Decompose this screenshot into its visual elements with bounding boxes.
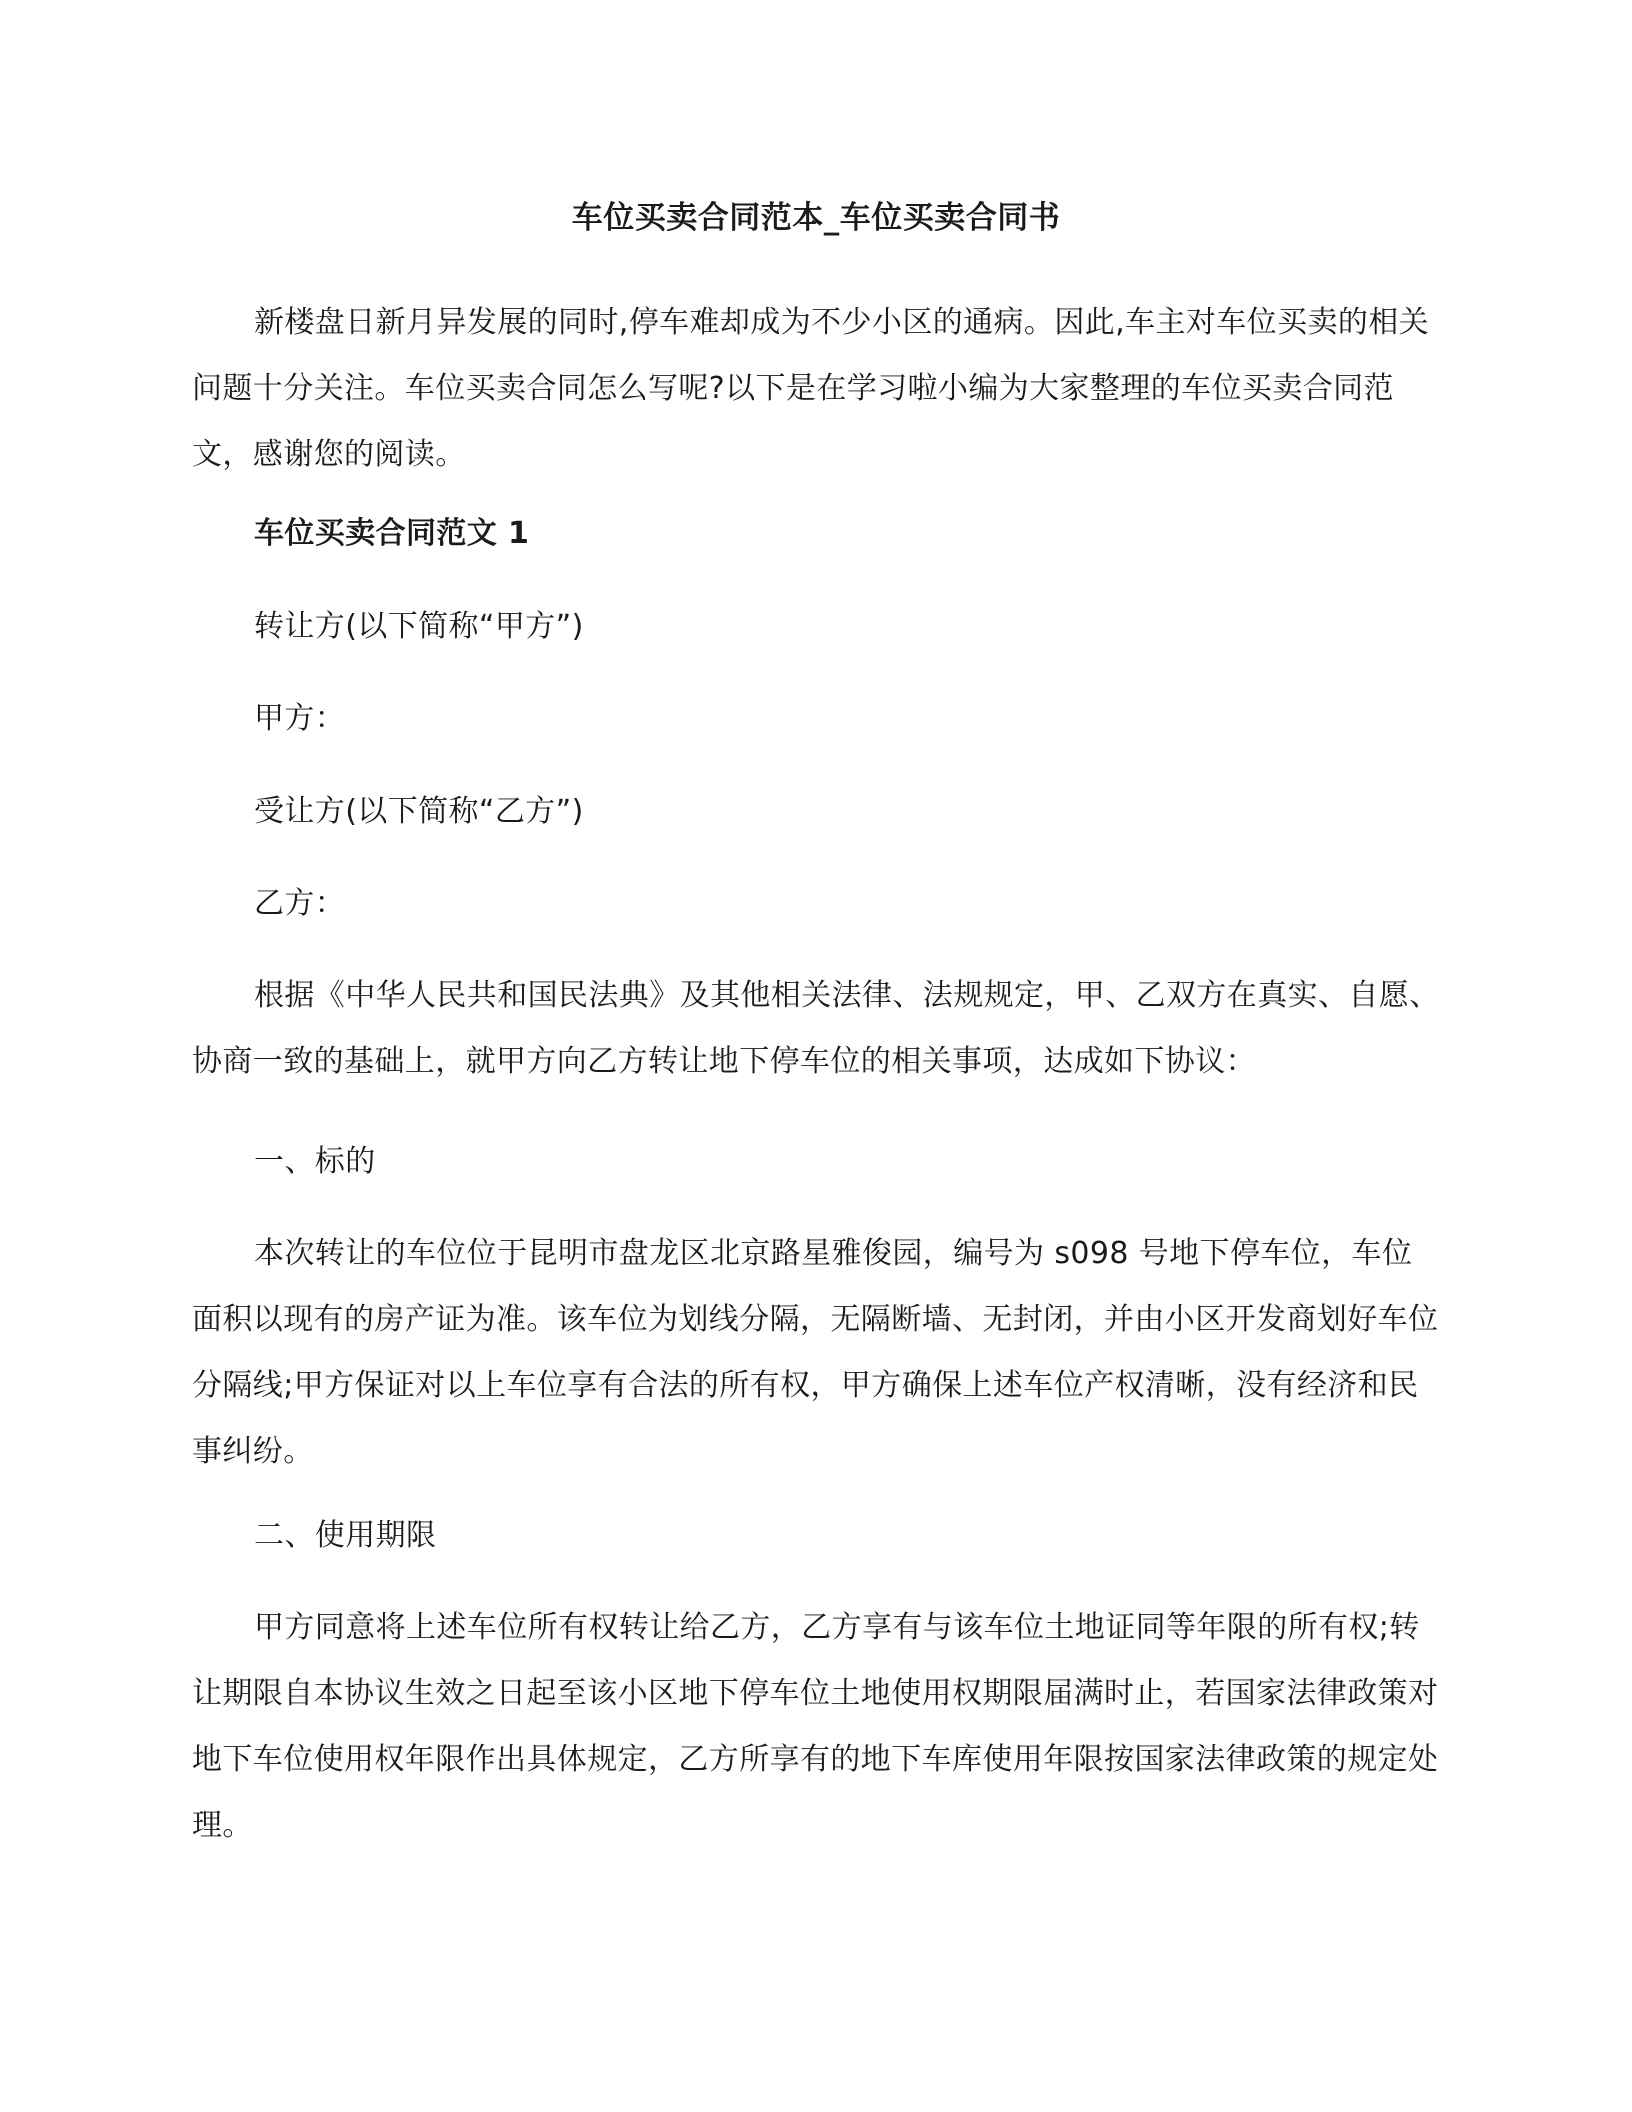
preamble-paragraph: 根据《中华人民共和国民法典》及其他相关法律、法规规定，甲、乙双方在真实、自愿、协商一致的基础上，就甲方向乙方转让地下停车位的相关事项，达成如下协议： — [192, 978, 1440, 1079]
section-1-body: 本次转让的车位位于昆明市盘龙区北京路星雅俊园，编号为 s098 号地下停车位，车位面积以现有的房产证为准。该车位为划线分隔，无隔断墙、无封闭，并由小区开发商划好车位分隔线;甲方保证对以上车位享有合法的所有权，甲方确保上述车位产权清晰，没有经济和民事纠纷。 — [192, 1236, 1439, 1469]
section-2-heading: 二、使用期限 — [254, 1518, 437, 1553]
transferor-label: 转让方(以下简称“甲方”) — [254, 609, 584, 644]
intro-paragraph: 新楼盘日新月异发展的同时,停车难却成为不少小区的通病。因此,车主对车位买卖的相关问题十分关注。车位买卖合同怎么写呢?以下是在学习啦小编为大家整理的车位买卖合同范文，感谢您的阅读。 — [192, 305, 1430, 472]
section-1-heading: 一、标的 — [254, 1144, 376, 1179]
party-a-label: 甲方： — [254, 701, 346, 736]
transferee-label: 受让方(以下简称“乙方”) — [254, 794, 584, 829]
party-b-label: 乙方： — [254, 886, 346, 921]
sample-heading: 车位买卖合同范文 1 — [254, 516, 530, 551]
section-2-body: 甲方同意将上述车位所有权转让给乙方，乙方享有与该车位土地证同等年限的所有权;转让期限自本协议生效之日起至该小区地下停车位土地使用权期限届满时止，若国家法律政策对地下车位使用权年限作出具体规定，乙方所享有的地下车库使用年限按国家法律政策的规定处理。 — [192, 1610, 1439, 1843]
document-title: 车位买卖合同范本_车位买卖合同书 — [571, 200, 1061, 236]
